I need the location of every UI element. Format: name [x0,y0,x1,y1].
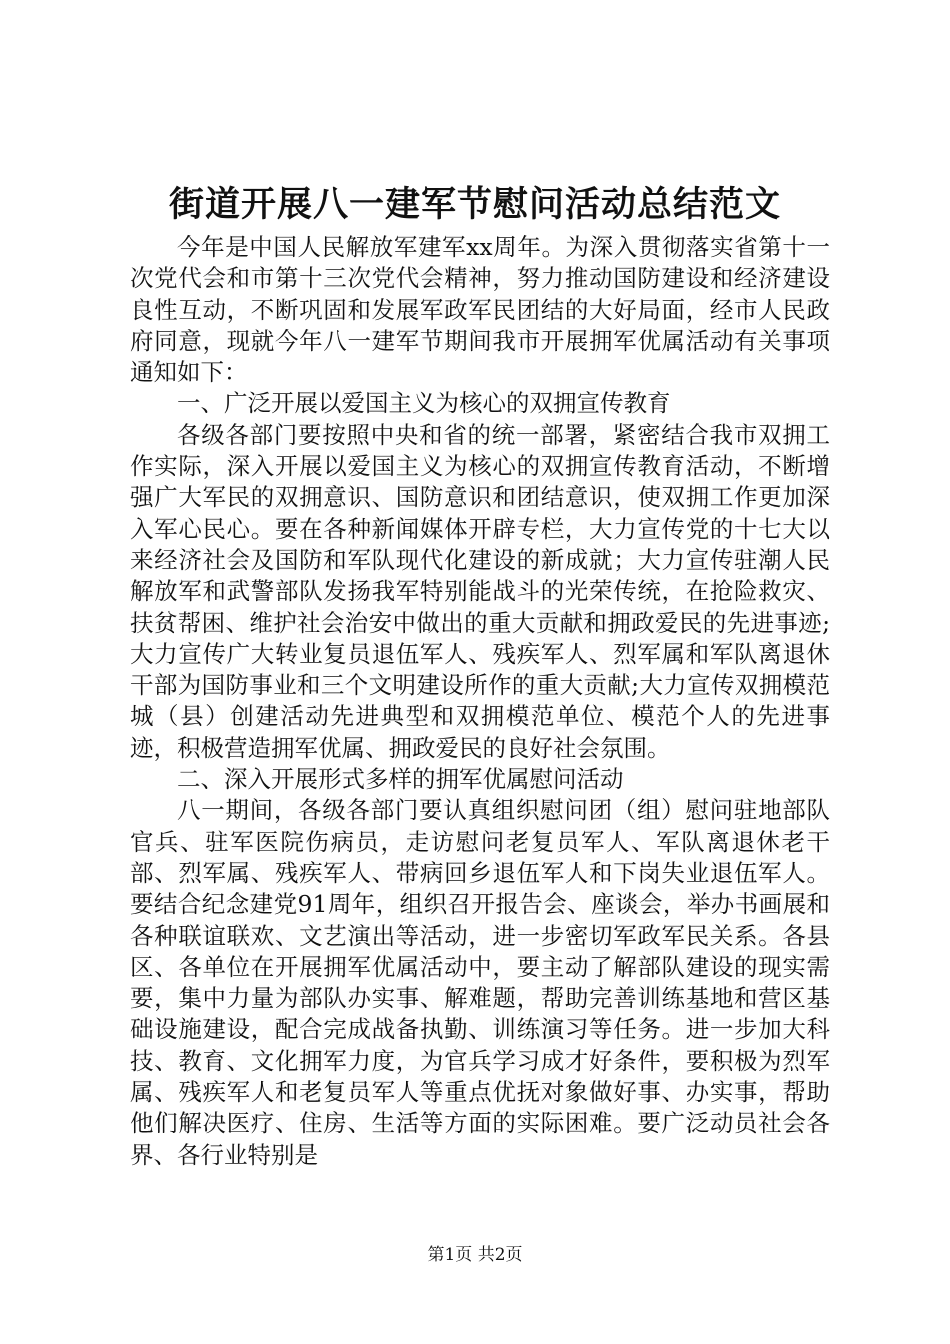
page-footer: 第1页 共2页 [427,1245,523,1265]
document-title: 街道开展八一建军节慰问活动总结范文 [168,184,781,225]
section-heading-1: 一、广泛开展以爱国主义为核心的双拥宣传教育 [177,389,671,418]
section-1-paragraph: 各级各部门要按照中央和省的统一部署，紧密结合我市双拥工作实际，深入开展以爱国主义为核心的双拥宣传教育活动，不断增强广大军民的双拥意识、国防意识和团结意识，使双拥工作更加深入军心民心。要在各种新闻媒体开辟专栏，大力宣传党的十七大以来经济社会及国防和军队现代化建设的新成就；大力宣传驻潮人民解放军和武警部队发扬我军特别能战斗的光荣传统，在抢险救灾、扶贫帮困、维护社会治安中做出的重大贡献和拥政爱民的先进事迹;大力宣传广大转业复员退伍军人、残疾军人、烈军属和军队离退休干部为国防事业和三个文明建设所作的重大贡献;大力宣传双拥模范城（县）创建活动先进典型和双拥模范单位、模范个人的先进事迹，积极营造拥军优属、拥政爱民的良好社会氛围。 [130,420,830,762]
section-heading-2: 二、深入开展形式多样的拥军优属慰问活动 [177,765,624,794]
section-2-paragraph: 八一期间，各级各部门要认真组织慰问团（组）慰问驻地部队官兵、驻军医院伤病员，走访慰问老复员军人、军队离退休老干部、烈军属、残疾军人、带病回乡退伍军人和下岗失业退伍军人。要结合纪念建党91周年，组织召开报告会、座谈会，举办书画展和各种联谊联欢、文艺演出等活动，进一步密切军政军民关系。各县区、各单位在开展拥军优属活动中，要主动了解部队建设的现实需要，集中力量为部队办实事、解难题，帮助完善训练基地和营区基础设施建设，配合完成战备执勤、训练演习等任务。进一步加大科技、教育、文化拥军力度，为官兵学习成才好条件，要积极为烈军属、残疾军人和老复员军人等重点优抚对象做好事、办实事，帮助他们解决医疗、住房、生活等方面的实际困难。要广泛动员社会各界、各行业特别是 [130,796,830,1169]
document-body [130,232,830,1171]
intro-paragraph: 今年是中国人民解放军建军xx周年。为深入贯彻落实省第十一次党代会和市第十三次党代会精神，努力推动国防建设和经济建设良性互动，不断巩固和发展军政军民团结的大好局面，经市人民政府同意，现就今年八一建军节期间我市开展拥军优属活动有关事项通知如下： [130,233,830,387]
